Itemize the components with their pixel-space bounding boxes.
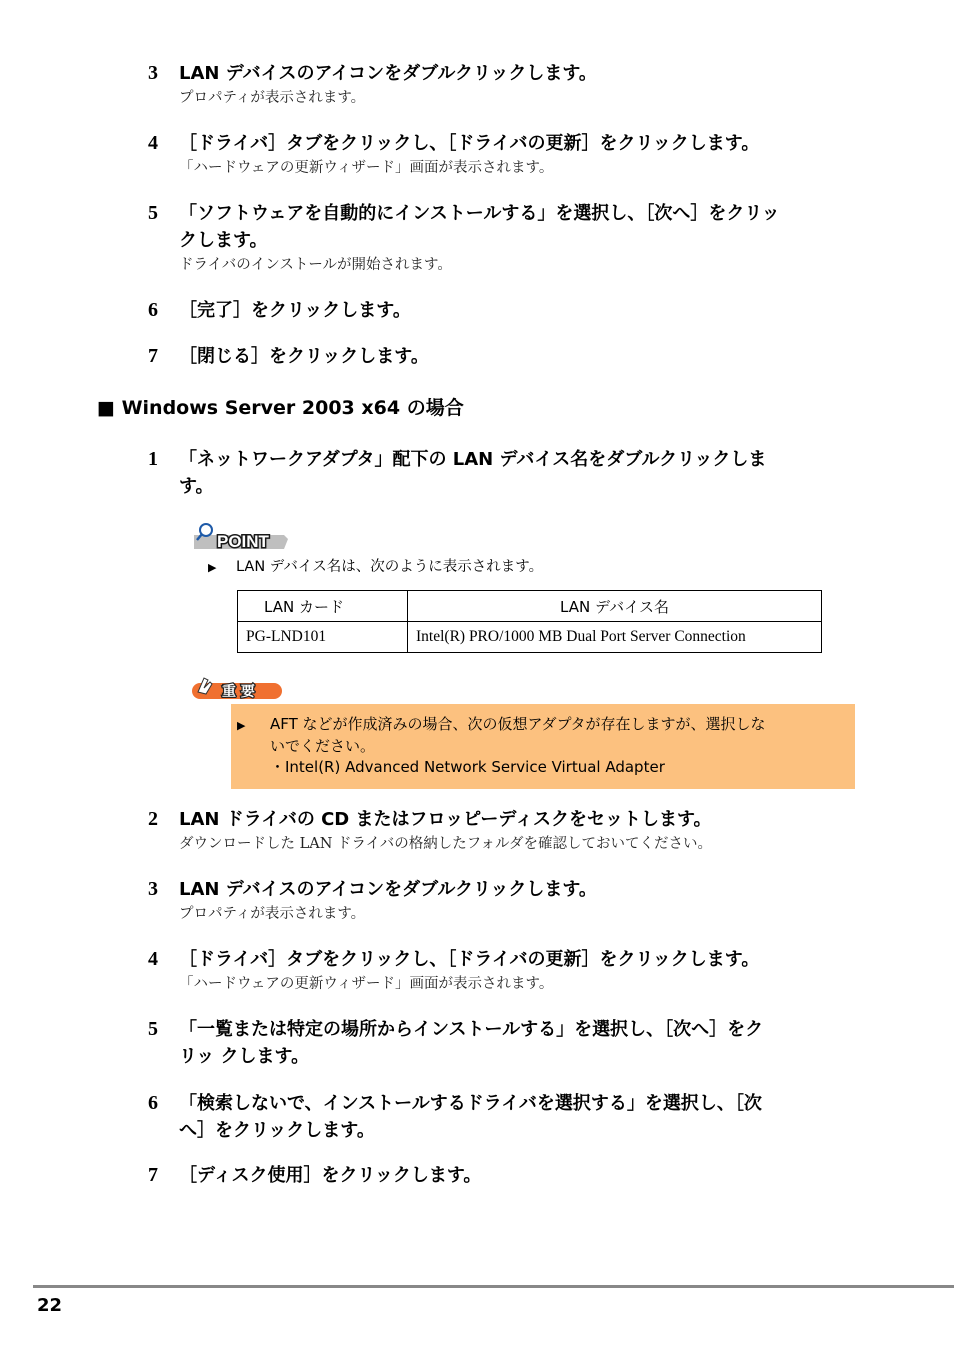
step-title-continued: へ］をクリックします。 xyxy=(179,1120,375,1141)
important-badge xyxy=(190,674,285,700)
step-1-section xyxy=(148,446,848,500)
step-number: 3 xyxy=(148,62,158,84)
step-3-section xyxy=(148,876,848,925)
step-5-section xyxy=(148,1016,848,1070)
table-row xyxy=(238,622,822,653)
step-title: ［完了］をクリックします。 xyxy=(179,300,411,321)
step-number: 7 xyxy=(148,345,158,367)
step-title: 「一覧または特定の場所からインストールする」を選択し、［次へ］をク xyxy=(179,1019,764,1040)
important-label: 重 要 xyxy=(222,684,255,700)
table-header-row xyxy=(238,591,822,622)
step-title-continued: リッ クします。 xyxy=(179,1046,310,1067)
step-number: 5 xyxy=(148,202,158,224)
step-description: ダウンロードした LAN ドライバの格納したフォルダを確認しておいてください。 xyxy=(179,836,712,852)
step-3-first xyxy=(148,60,848,109)
step-4-section xyxy=(148,946,848,995)
important-line-text: AFT などが作成済みの場合、次の仮想アダプタが存在しますが、選択しな xyxy=(270,715,766,733)
step-number: 4 xyxy=(148,948,158,970)
step-title: ［閉じる］をクリックします。 xyxy=(179,346,429,367)
important-text xyxy=(237,714,849,778)
step-5-first xyxy=(148,200,848,276)
triangle-bullet-icon: ▶ xyxy=(208,561,217,574)
step-number: 5 xyxy=(148,1018,158,1040)
step-title: 「ソフトウェアを自動的にインストールする」を選択し、［次へ］をクリッ xyxy=(179,203,780,224)
step-title: 「ネットワークアダプタ」配下の LAN デバイス名をダブルクリックしま xyxy=(179,449,767,470)
step-title: ［ドライバ］タブをクリックし、［ドライバの更新］をクリックします。 xyxy=(179,949,760,970)
step-7-section xyxy=(148,1162,848,1189)
point-bullet-text: LAN デバイス名は、次のように表示されます。 xyxy=(236,559,544,575)
lan-card-table xyxy=(237,590,822,653)
section-heading: ■ Windows Server 2003 x64 の場合 xyxy=(97,397,464,419)
step-6-first xyxy=(148,297,848,324)
step-title: ［ドライバ］タブをクリックし、［ドライバの更新］をクリックします。 xyxy=(179,133,760,154)
step-number: 6 xyxy=(148,299,158,321)
step-title: 「検索しないで、インストールするドライバを選択する」を選択し、［次 xyxy=(179,1093,762,1114)
table-header-cell: LAN デバイス名 xyxy=(408,591,822,622)
triangle-bullet-icon: ▶ xyxy=(237,719,246,732)
step-description: 「ハードウェアの更新ウィザード」画面が表示されます。 xyxy=(179,160,554,176)
step-number: 7 xyxy=(148,1164,158,1186)
step-description: プロパティが表示されます。 xyxy=(179,90,366,106)
point-label: POINT xyxy=(217,532,269,550)
step-number: 2 xyxy=(148,808,158,830)
step-title-continued: クします。 xyxy=(179,230,268,251)
step-title: LAN デバイスのアイコンをダブルクリックします。 xyxy=(179,879,597,900)
step-description: ドライバのインストールが開始されます。 xyxy=(179,257,452,273)
point-bullet xyxy=(208,557,543,578)
important-adapter-name: ・Intel(R) Advanced Network Service Virtual Adapter xyxy=(270,758,665,776)
step-title: LAN デバイスのアイコンをダブルクリックします。 xyxy=(179,63,597,84)
page-number: 22 xyxy=(37,1295,63,1316)
table-cell: PG-LND101 xyxy=(238,622,408,653)
step-7-first xyxy=(148,343,848,370)
step-number: 1 xyxy=(148,448,158,470)
step-title-continued: す。 xyxy=(179,476,214,497)
step-number: 3 xyxy=(148,878,158,900)
important-line xyxy=(237,714,849,736)
step-number: 6 xyxy=(148,1092,158,1114)
step-number: 4 xyxy=(148,132,158,154)
step-2-section xyxy=(148,806,848,855)
step-description: プロパティが表示されます。 xyxy=(179,906,366,922)
step-title: ［ディスク使用］をクリックします。 xyxy=(179,1165,482,1186)
footer-divider xyxy=(33,1285,954,1288)
table-cell: Intel(R) PRO/1000 MB Dual Port Server Connection xyxy=(408,622,822,653)
table-header-cell: LAN カード xyxy=(238,591,408,622)
point-badge xyxy=(192,520,292,550)
step-6-section xyxy=(148,1090,848,1144)
step-description: 「ハードウェアの更新ウィザード」画面が表示されます。 xyxy=(179,976,554,992)
important-line-continued: いでください。 xyxy=(270,737,376,755)
step-4-first xyxy=(148,130,848,179)
step-title: LAN ドライバの CD またはフロッピーディスクをセットします。 xyxy=(179,809,712,830)
